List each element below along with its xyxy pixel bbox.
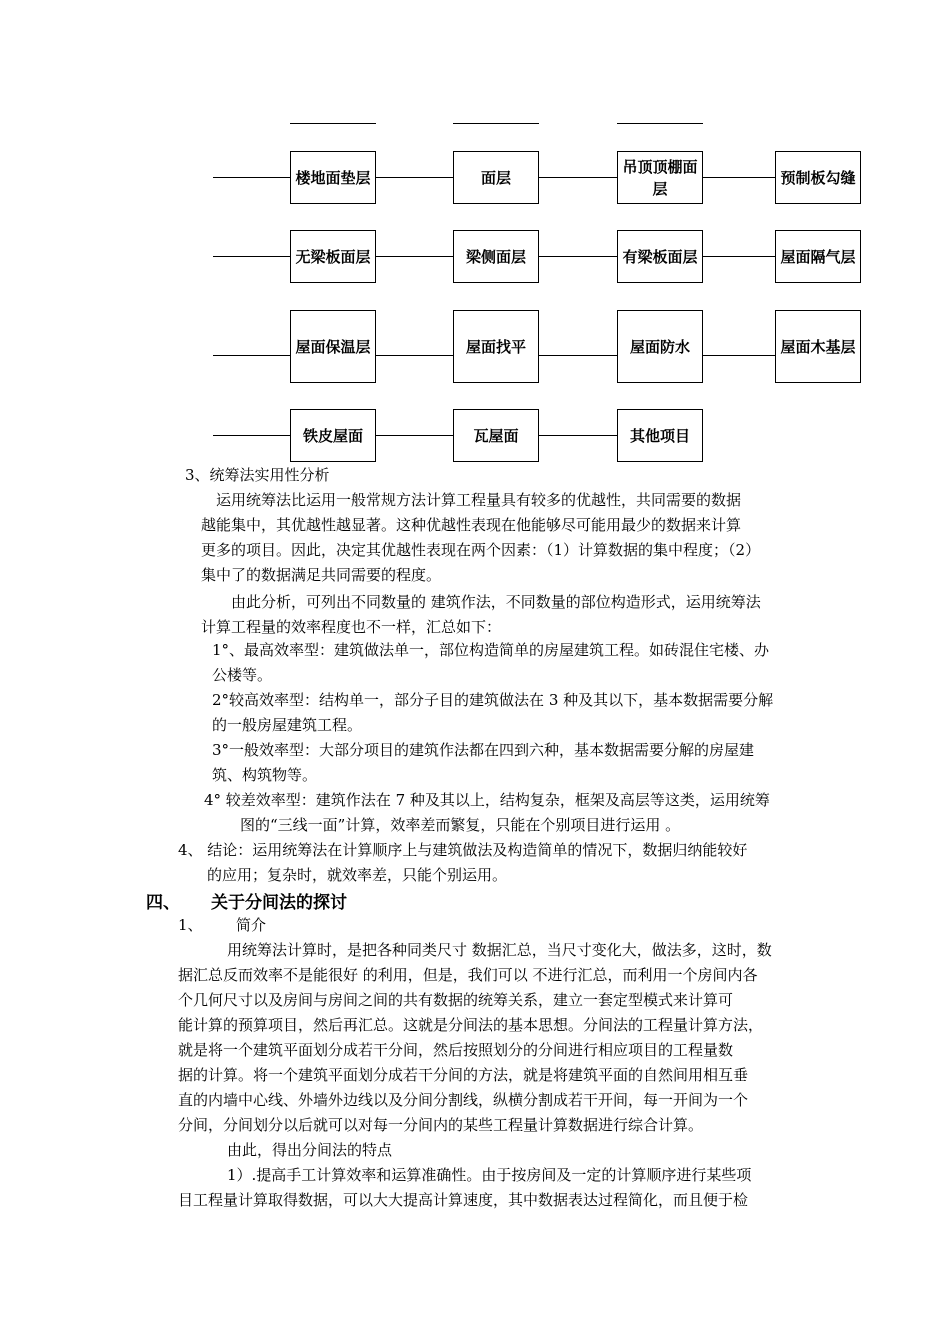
subsection-number: 1、 xyxy=(178,916,203,934)
paragraph-line: 用统筹法计算时，是把各种同类尺寸 数据汇总，当尺寸变化大，做法多，这时，数 xyxy=(227,941,772,959)
connector xyxy=(539,435,617,436)
paragraph-line: 更多的项目。因此，决定其优越性表现在两个因素：（1）计算数据的集中程度；（2） xyxy=(201,541,761,559)
paragraph-line: 运用统筹法比运用一般常规方法计算工程量具有较多的优越性，共同需要的数据 xyxy=(216,491,742,509)
paragraph-line: 个几何尺寸以及房间与房间之间的共有数据的统筹关系，建立一套定型模式来计算可 xyxy=(178,991,734,1009)
list-item: 4° 较差效率型：建筑作法在 7 种及其以上，结构复杂，框架及高层等这类，运用统筹 xyxy=(204,791,770,809)
diagram-box: 屋面保温层 xyxy=(290,310,376,383)
section-heading: 3、统筹法实用性分析 xyxy=(185,466,330,484)
top-line xyxy=(453,123,539,124)
paragraph-line: 越能集中，其优越性越显著。这种优越性表现在他能够尽可能用最少的数据来计算 xyxy=(201,516,742,534)
top-line xyxy=(290,123,376,124)
flow-diagram xyxy=(0,0,950,470)
connector xyxy=(539,177,617,178)
connector xyxy=(539,256,617,257)
diagram-box: 屋面找平 xyxy=(453,310,539,383)
paragraph-line: 就是将一个建筑平面划分成若干分间，然后按照划分的分间进行相应项目的工程量数 xyxy=(178,1041,734,1059)
paragraph-line: 直的内墙中心线、外墙外边线以及分间分割线，纵横分割成若干开间，每一开间为一个 xyxy=(178,1091,749,1109)
paragraph-line: 1）.提高手工计算效率和运算准确性。由于按房间及一定的计算顺序进行某些项 xyxy=(227,1166,752,1184)
connector xyxy=(376,177,453,178)
paragraph-line: 分间，分间划分以后就可以对每一分间内的某些工程量计算数据进行综合计算。 xyxy=(178,1116,704,1134)
diagram-box: 面层 xyxy=(453,151,539,204)
diagram-box: 梁侧面层 xyxy=(453,230,539,283)
diagram-box: 瓦屋面 xyxy=(453,409,539,462)
paragraph-line: 集中了的数据满足共同需要的程度。 xyxy=(201,566,442,584)
list-item: 图的“三线一面”计算，效率差而繁复，只能在个别项目进行运用 。 xyxy=(240,816,681,834)
connector xyxy=(213,355,290,356)
top-line xyxy=(617,123,703,124)
list-item: 的一般房屋建筑工程。 xyxy=(212,716,363,734)
conclusion-line: 4、 结论：运用统筹法在计算顺序上与建筑做法及构造简单的情况下，数据归纳能较好 xyxy=(178,841,748,859)
connector xyxy=(703,256,775,257)
connector xyxy=(703,177,775,178)
diagram-box: 无梁板面层 xyxy=(290,230,376,283)
list-item: 1°、最高效率型：建筑做法单一，部位构造简单的房屋建筑工程。如砖混住宅楼、办 xyxy=(212,641,770,659)
connector xyxy=(376,355,453,356)
connector xyxy=(703,355,775,356)
diagram-box: 吊顶顶棚面层 xyxy=(617,151,703,204)
subsection-title: 简介 xyxy=(236,916,267,934)
paragraph-line: 据汇总反而效率不是能很好 的利用，但是，我们可以 不进行汇总，而利用一个房间内各 xyxy=(178,966,758,984)
list-item: 公楼等。 xyxy=(212,666,273,684)
diagram-box: 有梁板面层 xyxy=(617,230,703,283)
diagram-box: 楼地面垫层 xyxy=(290,151,376,204)
paragraph-line: 计算工程量的效率程度也不一样，汇总如下： xyxy=(201,618,502,636)
chapter-title: 关于分间法的探讨 xyxy=(211,893,347,913)
connector xyxy=(213,435,290,436)
connector xyxy=(213,256,290,257)
conclusion-line: 的应用；复杂时，就效率差，只能个别运用。 xyxy=(207,866,508,884)
connector xyxy=(539,355,617,356)
diagram-box: 铁皮屋面 xyxy=(290,409,376,462)
paragraph-line: 由此分析，可列出不同数量的 建筑作法，不同数量的部位构造形式，运用统筹法 xyxy=(231,593,761,611)
paragraph-line: 目工程量计算取得数据，可以大大提高计算速度，其中数据表达过程简化，而且便于检 xyxy=(178,1191,749,1209)
connector xyxy=(213,177,290,178)
list-item: 2°较高效率型：结构单一，部分子目的建筑做法在 3 种及其以下，基本数据需要分解 xyxy=(212,691,774,709)
diagram-box: 屋面隔气层 xyxy=(775,230,861,283)
diagram-box: 屋面防水 xyxy=(617,310,703,383)
diagram-box: 预制板勾缝 xyxy=(775,151,861,204)
connector xyxy=(376,435,453,436)
diagram-box: 屋面木基层 xyxy=(775,310,861,383)
connector xyxy=(376,256,453,257)
diagram-box: 其他项目 xyxy=(617,409,703,462)
list-item: 筑、构筑物等。 xyxy=(212,766,318,784)
paragraph-line: 据的计算。将一个建筑平面划分成若干分间的方法，就是将建筑平面的自然间用相互垂 xyxy=(178,1066,749,1084)
list-item: 3°一般效率型：大部分项目的建筑作法都在四到六种，基本数据需要分解的房屋建 xyxy=(212,741,755,759)
chapter-number: 四、 xyxy=(146,893,180,913)
paragraph-line: 由此，得出分间法的特点 xyxy=(227,1141,393,1159)
paragraph-line: 能计算的预算项目，然后再汇总。这就是分间法的基本思想。分间法的工程量计算方法， xyxy=(178,1016,764,1034)
